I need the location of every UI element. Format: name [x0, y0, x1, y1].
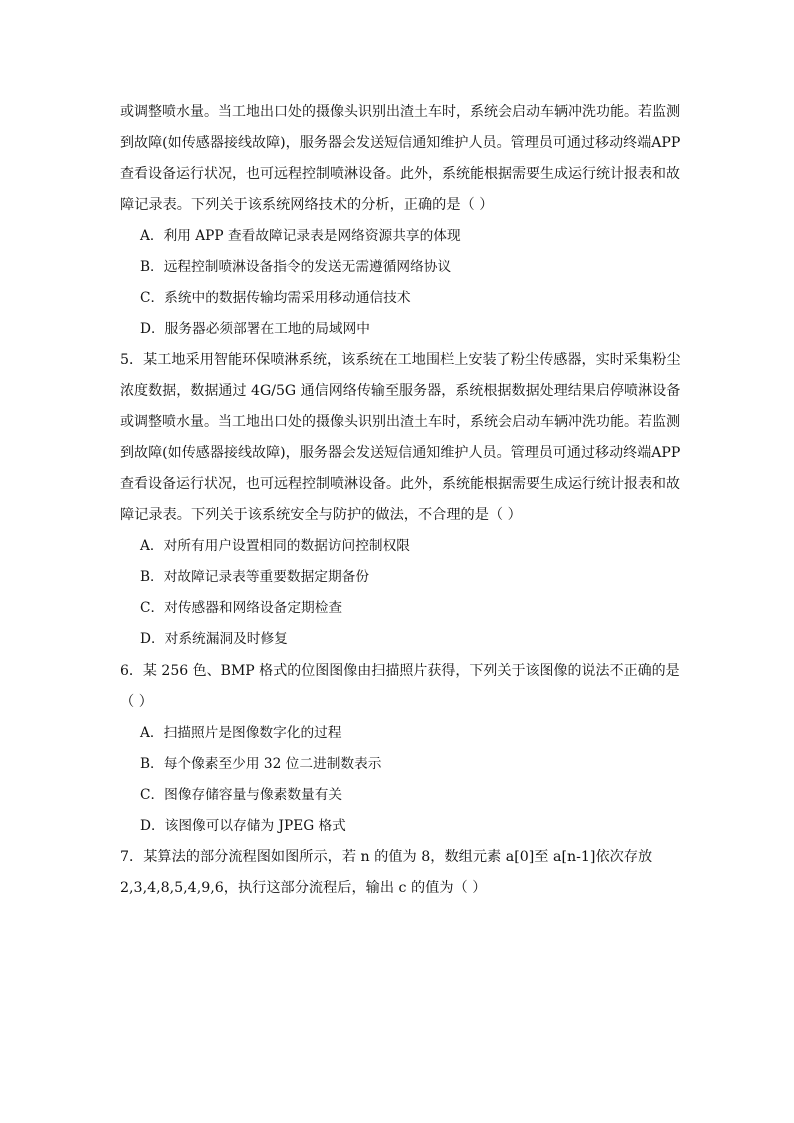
q5-stem-line: 浓度数据，数据通过 4G/5G 通信网络传输至服务器，系统根据数据处理结果启停喷淋设备: [120, 383, 681, 399]
q6-option-a: A．扫描照片是图像数字化的过程: [140, 725, 342, 741]
q6-option-b: B．每个像素至少用 32 位二进制数表示: [140, 756, 382, 772]
q4-stem-line: 或调整喷水量。当工地出口处的摄像头识别出渣土车时，系统会启动车辆冲洗功能。若监测: [120, 104, 680, 120]
q4-option-a: A．利用 APP 查看故障记录表是网络资源共享的体现: [140, 228, 461, 244]
q7-stem-line: 2,3,4,8,5,4,9,6，执行这部分流程后，输出 c 的值为（ ）: [120, 880, 487, 896]
q6-stem-line: 6．某 256 色、BMP 格式的位图图像由扫描照片获得，下列关于该图像的说法不正确的是: [120, 663, 680, 679]
q4-option-c: C．系统中的数据传输均需采用移动通信技术: [140, 290, 411, 306]
q4-stem-line: 查看设备运行状况，也可远程控制喷淋设备。此外，系统能根据需要生成运行统计报表和故: [120, 166, 680, 182]
q4-stem-line: 障记录表。下列关于该系统网络技术的分析，正确的是（ ）: [120, 197, 494, 213]
q4-stem-line: 到故障(如传感器接线故障)，服务器会发送短信通知维护人员。管理员可通过移动终端APP: [120, 135, 681, 151]
q5-stem-line: 查看设备运行状况，也可远程控制喷淋设备。此外，系统能根据需要生成运行统计报表和故: [120, 476, 680, 492]
q5-stem-line: 5．某工地采用智能环保喷淋系统，该系统在工地围栏上安装了粉尘传感器，实时采集粉尘: [120, 352, 681, 368]
q6-stem-line: （ ）: [120, 694, 153, 710]
q6-option-c: C．图像存储容量与像素数量有关: [140, 787, 343, 803]
q5-stem-line: 或调整喷水量。当工地出口处的摄像头识别出渣土车时，系统会启动车辆冲洗功能。若监测: [120, 414, 680, 430]
q6-option-d: D．该图像可以存储为 JPEG 格式: [140, 818, 346, 834]
q7-stem-line: 7．某算法的部分流程图如图所示，若 n 的值为 8，数组元素 a[0]至 a[n-1]依次存放: [120, 849, 653, 865]
q5-option-a: A．对所有用户设置相同的数据访问控制权限: [140, 538, 410, 554]
q4-option-b: B．远程控制喷淋设备指令的发送无需遵循网络协议: [140, 259, 452, 275]
q5-stem-line: 到故障(如传感器接线故障)，服务器会发送短信通知维护人员。管理员可通过移动终端APP: [120, 445, 681, 461]
q5-option-b: B．对故障记录表等重要数据定期备份: [140, 569, 370, 585]
q4-option-d: D．服务器必须部署在工地的局域网中: [140, 321, 370, 337]
q5-stem-line: 障记录表。下列关于该系统安全与防护的做法，不合理的是（ ）: [120, 507, 522, 523]
q5-option-c: C．对传感器和网络设备定期检查: [140, 600, 343, 616]
q5-option-d: D．对系统漏洞及时修复: [140, 631, 288, 647]
